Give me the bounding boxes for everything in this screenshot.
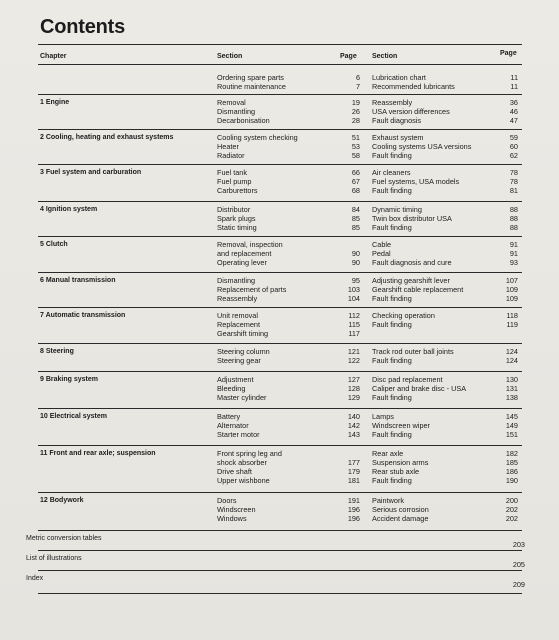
section-entry: shock absorber — [217, 458, 267, 467]
left-sections — [217, 133, 347, 160]
page-number: 115 — [348, 320, 360, 329]
left-sections — [217, 168, 347, 195]
section-entry: Fuel tank — [217, 168, 248, 177]
section-entry: Cable — [372, 240, 392, 249]
right-pages — [488, 168, 518, 195]
page-number: 88 — [509, 223, 518, 232]
right-pages — [488, 449, 518, 485]
page-number: 68 — [351, 186, 360, 195]
section-rule — [38, 236, 522, 237]
left-pages — [330, 311, 360, 338]
page-number: 200 — [505, 496, 518, 505]
section-entry: Pedal — [372, 249, 391, 258]
page-number: 202 — [505, 514, 518, 523]
section-rule — [38, 492, 522, 493]
page-number: 78 — [509, 168, 518, 177]
page-number — [330, 449, 360, 458]
page-number: 209 — [512, 580, 525, 589]
section-entry: Upper wishbone — [217, 476, 270, 485]
page-number: 205 — [512, 560, 525, 569]
section-entry: and replacement — [217, 249, 272, 258]
page-number: 19 — [351, 98, 360, 107]
left-pages — [330, 449, 360, 485]
appendix-entry: Metric conversion tables — [26, 535, 102, 542]
section-rule — [38, 530, 522, 531]
section-entry: Accident damage — [372, 514, 429, 523]
chapter-title: 6 Manual transmission — [40, 277, 116, 284]
page-number: 53 — [351, 142, 360, 151]
page-number: 186 — [505, 467, 518, 476]
page-number: 59 — [509, 133, 518, 142]
page-number: 119 — [506, 320, 518, 329]
right-pages — [488, 276, 518, 303]
page-number — [330, 240, 360, 249]
chapter-title: 8 Steering — [40, 348, 74, 355]
left-pages — [330, 276, 360, 303]
chapter-title: 11 Front and rear axle; suspension — [40, 450, 156, 457]
page-number: 85 — [351, 223, 360, 232]
chapter-title: 1 Engine — [40, 99, 70, 106]
page-number: 91 — [509, 240, 518, 249]
left-pages — [330, 412, 360, 439]
page-number: 6 — [355, 73, 360, 82]
section-header: Section — [217, 53, 243, 60]
page-number: 196 — [347, 514, 360, 523]
page-number: 143 — [347, 430, 360, 439]
page-number: 182 — [505, 449, 518, 458]
section-entry: Removal, inspection — [217, 240, 283, 249]
page-number: 142 — [347, 421, 360, 430]
page-number: 67 — [351, 177, 360, 186]
left-sections — [217, 276, 347, 303]
chapter-title: 9 Braking system — [40, 376, 98, 383]
page-number: 88 — [509, 205, 518, 214]
section-entry: Heater — [217, 142, 239, 151]
page-number: 109 — [505, 285, 518, 294]
page-number: 177 — [347, 458, 360, 467]
page-number: 58 — [351, 151, 360, 160]
section-entry: Bleeding — [217, 384, 246, 393]
left-pages — [330, 205, 360, 232]
page-number: 95 — [351, 276, 360, 285]
section-rule — [38, 550, 522, 551]
left-sections — [217, 205, 347, 232]
section-entry: Checking operation — [372, 311, 435, 320]
section-entry: Fault finding — [372, 476, 412, 485]
page-number: 88 — [509, 214, 518, 223]
section-entry: Carburettors — [217, 186, 258, 195]
section-entry: Fault finding — [372, 151, 412, 160]
page-number: 36 — [509, 98, 518, 107]
section-entry: Spark plugs — [217, 214, 256, 223]
section-entry: Adjustment — [217, 375, 254, 384]
section-entry: Paintwork — [372, 496, 405, 505]
page-number: 28 — [351, 116, 360, 125]
section-entry: Exhaust system — [372, 133, 424, 142]
section-entry: Air cleaners — [372, 168, 411, 177]
left-sections — [217, 412, 347, 439]
section-header-2: Section — [372, 53, 398, 60]
page-number: 91 — [509, 249, 518, 258]
page-number: 109 — [505, 294, 518, 303]
section-entry: Radiator — [217, 151, 245, 160]
section-rule — [38, 201, 522, 202]
page-number: 121 — [347, 347, 360, 356]
section-entry: Fault finding — [372, 186, 412, 195]
left-pages — [330, 375, 360, 402]
section-entry: Rear axle — [372, 449, 404, 458]
page-number: 112 — [348, 311, 360, 320]
section-entry: Fault finding — [372, 294, 412, 303]
section-entry: Reassembly — [372, 98, 413, 107]
section-rule — [38, 272, 522, 273]
page-number: 90 — [351, 249, 360, 258]
page-number: 128 — [347, 384, 360, 393]
section-entry: Windscreen — [217, 505, 256, 514]
section-rule — [38, 307, 522, 308]
section-entry: Dynamic timing — [372, 205, 422, 214]
section-entry: Alternator — [217, 421, 249, 430]
page-number: 179 — [347, 467, 360, 476]
right-pages — [488, 98, 518, 125]
chapter-title: 3 Fuel system and carburation — [40, 169, 142, 176]
chapter-title: 10 Electrical system — [40, 413, 107, 420]
section-entry: Replacement of parts — [217, 285, 287, 294]
section-entry: USA version differences — [372, 107, 450, 116]
section-rule — [38, 371, 522, 372]
section-entry: Starter motor — [217, 430, 260, 439]
page-number: 196 — [347, 505, 360, 514]
section-entry: Reassembly — [217, 294, 258, 303]
left-pages — [330, 98, 360, 125]
page-number: 122 — [347, 356, 360, 365]
title-rule — [38, 44, 522, 45]
left-sections — [217, 347, 347, 365]
section-entry: Cooling system checking — [217, 133, 298, 142]
page-number: 84 — [351, 205, 360, 214]
section-entry: Ordering spare parts — [217, 73, 284, 82]
page-number: 191 — [347, 496, 360, 505]
section-entry: Dismantling — [217, 107, 256, 116]
chapter-header: Chapter — [40, 53, 67, 60]
section-rule — [38, 570, 522, 571]
section-entry: Doors — [217, 496, 237, 505]
left-pages — [330, 347, 360, 365]
page-number: 185 — [505, 458, 518, 467]
page-number: 130 — [505, 375, 518, 384]
section-entry: Drive shaft — [217, 467, 252, 476]
section-entry: Dismantling — [217, 276, 256, 285]
page-number: 11 — [510, 73, 518, 82]
section-entry: Fault finding — [372, 393, 412, 402]
section-entry: Rear stub axle — [372, 467, 420, 476]
section-entry: Fault finding — [372, 223, 412, 232]
section-entry: Caliper and brake disc - USA — [372, 384, 467, 393]
section-rule — [38, 593, 522, 594]
page-number: 93 — [509, 258, 518, 267]
left-sections — [217, 449, 347, 485]
section-entry: Front spring leg and — [217, 449, 282, 458]
left-sections — [217, 240, 347, 267]
page-number: 124 — [505, 347, 518, 356]
page-number: 107 — [505, 276, 518, 285]
right-pages — [488, 412, 518, 439]
chapter-title: 7 Automatic transmission — [40, 312, 126, 319]
page-number: 151 — [505, 430, 518, 439]
section-rule — [38, 129, 522, 130]
section-entry: Disc pad replacement — [372, 375, 443, 384]
page-number: 118 — [506, 311, 518, 320]
page-number: 103 — [347, 285, 360, 294]
right-pages — [488, 240, 518, 267]
left-pages — [330, 496, 360, 523]
page-number: 7 — [355, 82, 360, 91]
page-number: 81 — [509, 186, 518, 195]
page-number: 131 — [505, 384, 518, 393]
section-entry: Distributor — [217, 205, 251, 214]
left-sections — [217, 311, 347, 338]
page-number: 51 — [351, 133, 360, 142]
section-rule — [38, 343, 522, 344]
page-number: 85 — [351, 214, 360, 223]
page-number: 117 — [348, 329, 360, 338]
page-number: 149 — [505, 421, 518, 430]
right-pages — [488, 496, 518, 523]
section-rule — [38, 94, 522, 95]
section-entry: Fault diagnosis — [372, 116, 422, 125]
page-number: 62 — [509, 151, 518, 160]
page-number: 127 — [347, 375, 360, 384]
section-entry: Track rod outer ball joints — [372, 347, 454, 356]
page-number: 140 — [347, 412, 360, 421]
chapter-title: 4 Ignition system — [40, 206, 98, 213]
page-number: 203 — [512, 540, 525, 549]
page-number: 145 — [505, 412, 518, 421]
page-title: Contents — [40, 16, 126, 38]
page-number: 46 — [509, 107, 518, 116]
page-number: 124 — [505, 356, 518, 365]
page-number: 66 — [351, 168, 360, 177]
left-pages — [330, 240, 360, 267]
section-rule — [38, 408, 522, 409]
section-rule — [38, 445, 522, 446]
section-entry: Fuel systems, USA models — [372, 177, 460, 186]
section-entry: Windows — [217, 514, 247, 523]
section-entry: Fault finding — [372, 430, 412, 439]
section-entry: Replacement — [217, 320, 260, 329]
section-entry: Steering gear — [217, 356, 261, 365]
page-header-2: Page — [500, 50, 517, 57]
section-entry: Lamps — [372, 412, 394, 421]
section-entry: Fault finding — [372, 320, 412, 329]
page-number: 190 — [505, 476, 518, 485]
left-sections — [217, 73, 347, 91]
section-entry: Suspension arms — [372, 458, 429, 467]
appendix-entry: Index — [26, 575, 44, 582]
right-pages — [488, 375, 518, 402]
section-entry: Windscreen wiper — [372, 421, 430, 430]
page-number: 11 — [510, 82, 518, 91]
section-entry: Steering column — [217, 347, 270, 356]
section-entry: Cooling systems USA versions — [372, 142, 472, 151]
section-entry: Fault finding — [372, 356, 412, 365]
section-entry: Decarbonisation — [217, 116, 270, 125]
page-number: 26 — [351, 107, 360, 116]
section-entry: Unit removal — [217, 311, 258, 320]
page-number: 60 — [509, 142, 518, 151]
left-sections — [217, 375, 347, 402]
chapter-title: 2 Cooling, heating and exhaust systems — [40, 134, 174, 141]
page-number: 78 — [509, 177, 518, 186]
section-entry: Static timing — [217, 223, 257, 232]
appendix-entry: List of illustrations — [26, 555, 82, 562]
section-entry: Master cylinder — [217, 393, 267, 402]
section-entry: Serious corrosion — [372, 505, 429, 514]
right-pages — [488, 311, 518, 329]
section-entry: Lubrication chart — [372, 73, 426, 82]
page-number: 47 — [509, 116, 518, 125]
right-pages — [488, 133, 518, 160]
column-header — [0, 50, 559, 70]
page-number: 138 — [505, 393, 518, 402]
page-number: 181 — [347, 476, 360, 485]
section-entry: Operating lever — [217, 258, 267, 267]
section-entry: Fuel pump — [217, 177, 252, 186]
section-entry: Adjusting gearshift lever — [372, 276, 450, 285]
section-entry: Fault diagnosis and cure — [372, 258, 452, 267]
section-entry: Recommended lubricants — [372, 82, 455, 91]
section-entry: Routine maintenance — [217, 82, 286, 91]
section-entry: Gearshift timing — [217, 329, 269, 338]
section-entry: Gearshift cable replacement — [372, 285, 464, 294]
left-sections — [217, 496, 347, 523]
chapter-title: 5 Clutch — [40, 241, 68, 248]
section-rule — [38, 164, 522, 165]
page-header: Page — [340, 53, 357, 60]
left-pages — [330, 168, 360, 195]
left-sections — [217, 98, 347, 125]
page-number: 202 — [505, 505, 518, 514]
left-pages — [330, 73, 360, 91]
right-pages — [488, 347, 518, 365]
header-rule — [38, 64, 522, 65]
page-number: 90 — [351, 258, 360, 267]
right-pages — [488, 205, 518, 232]
section-entry: Removal — [217, 98, 246, 107]
section-entry: Battery — [217, 412, 241, 421]
left-pages — [330, 133, 360, 160]
right-pages — [488, 73, 518, 91]
section-entry: Twin box distributor USA — [372, 214, 452, 223]
page-number: 129 — [347, 393, 360, 402]
chapter-title: 12 Bodywork — [40, 497, 84, 504]
page-number: 104 — [347, 294, 360, 303]
